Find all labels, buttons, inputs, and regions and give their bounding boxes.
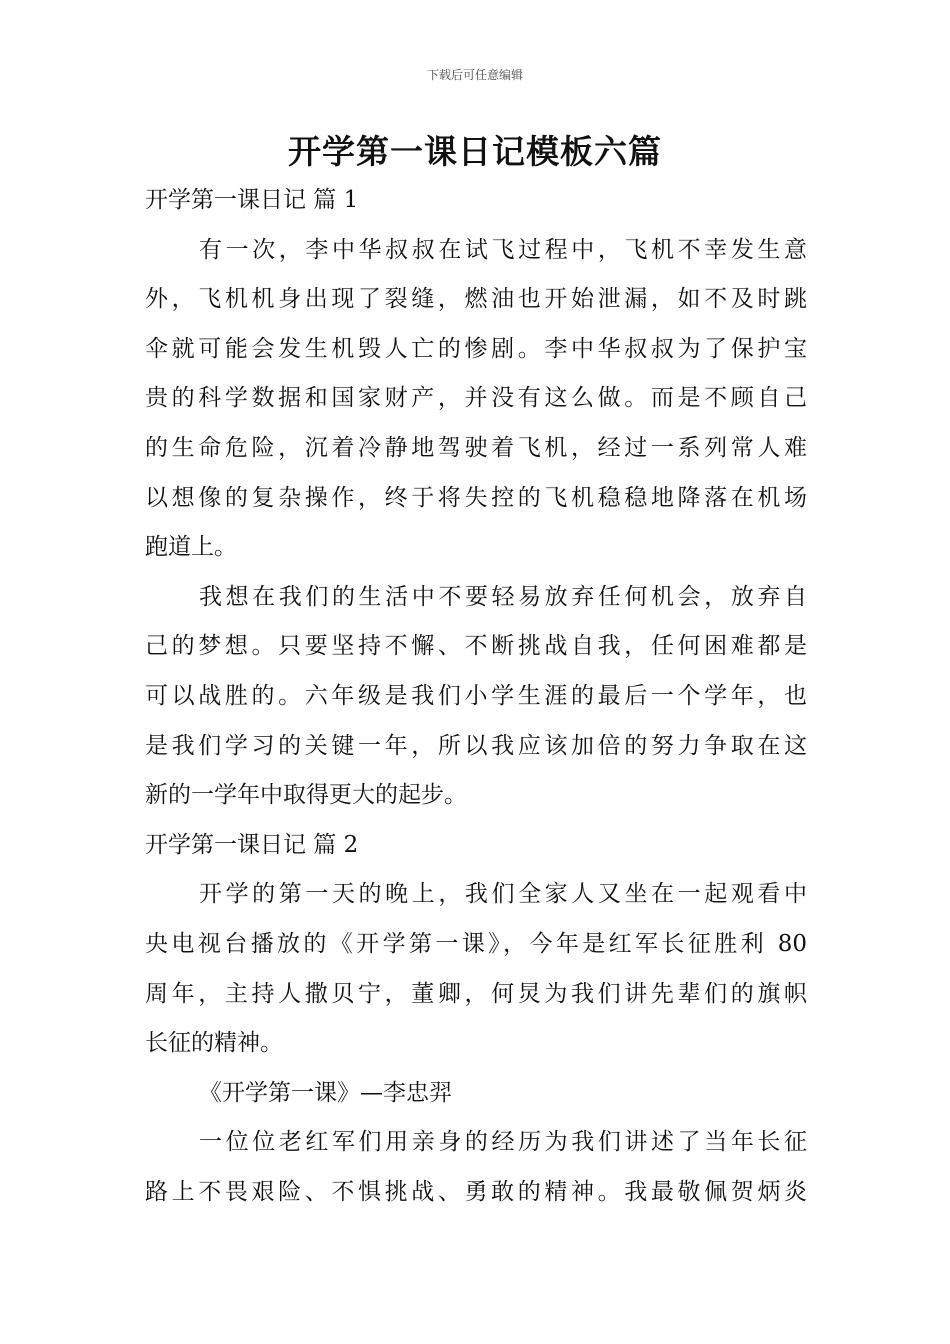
body-text-line: 《开学第一课》—李忠羿 xyxy=(199,1079,452,1106)
body-text-line: 的生命危险，沉着冷静地驾驶着飞机，经过一系列常人难 xyxy=(145,434,807,461)
body-text-line: 一位位老红军们用亲身的经历为我们讲述了当年长征 xyxy=(199,1129,807,1156)
body-text-line: 长征的精神。 xyxy=(145,1030,283,1057)
body-text-line: 我想在我们的生活中不要轻易放弃任何机会，放弃自 xyxy=(199,583,807,610)
section-heading: 开学第一课日记 篇 2 xyxy=(145,831,359,858)
body-text-line: 己的梦想。只要坚持不懈、不断挑战自我，任何困难都是 xyxy=(145,633,807,660)
section-heading: 开学第一课日记 篇 1 xyxy=(145,187,359,213)
body-text-line: 跑道上。 xyxy=(145,534,237,561)
body-text-line: 是我们学习的关键一年，所以我应该加倍的努力争取在这 xyxy=(145,732,807,759)
body-text-line: 以想像的复杂操作，终于将失控的飞机稳稳地降落在机场 xyxy=(145,484,807,511)
body-text-line: 路上不畏艰险、不惧挑战、勇敢的精神。我最敬佩贺炳炎 xyxy=(145,1178,807,1205)
body-text-line: 央电视台播放的《开学第一课》，今年是红军长征胜利 80 xyxy=(145,930,807,957)
body-text-line: 新的一学年中取得更大的起步。 xyxy=(145,782,467,809)
body-text-line: 外，飞机机身出现了裂缝，燃油也开始泄漏，如不及时跳 xyxy=(145,286,807,313)
body-text-line: 贵的科学数据和国家财产，并没有这么做。而是不顾自己 xyxy=(145,385,807,412)
document-title: 开学第一课日记模板六篇 xyxy=(288,132,662,171)
body-text-line: 周年，主持人撒贝宁，董卿，何炅为我们讲先辈们的旗帜 xyxy=(145,980,807,1007)
document-body xyxy=(145,176,807,1217)
body-text-line: 有一次，李中华叔叔在试飞过程中，飞机不幸发生意 xyxy=(199,236,807,263)
body-text-line: 开学的第一天的晚上，我们全家人又坐在一起观看中 xyxy=(199,881,807,908)
header-note: 下载后可任意编辑 xyxy=(426,68,523,82)
body-text-line: 可以战胜的。六年级是我们小学生涯的最后一个学年，也 xyxy=(145,682,807,709)
body-text-line: 伞就可能会发生机毁人亡的惨剧。李中华叔叔为了保护宝 xyxy=(145,335,807,362)
